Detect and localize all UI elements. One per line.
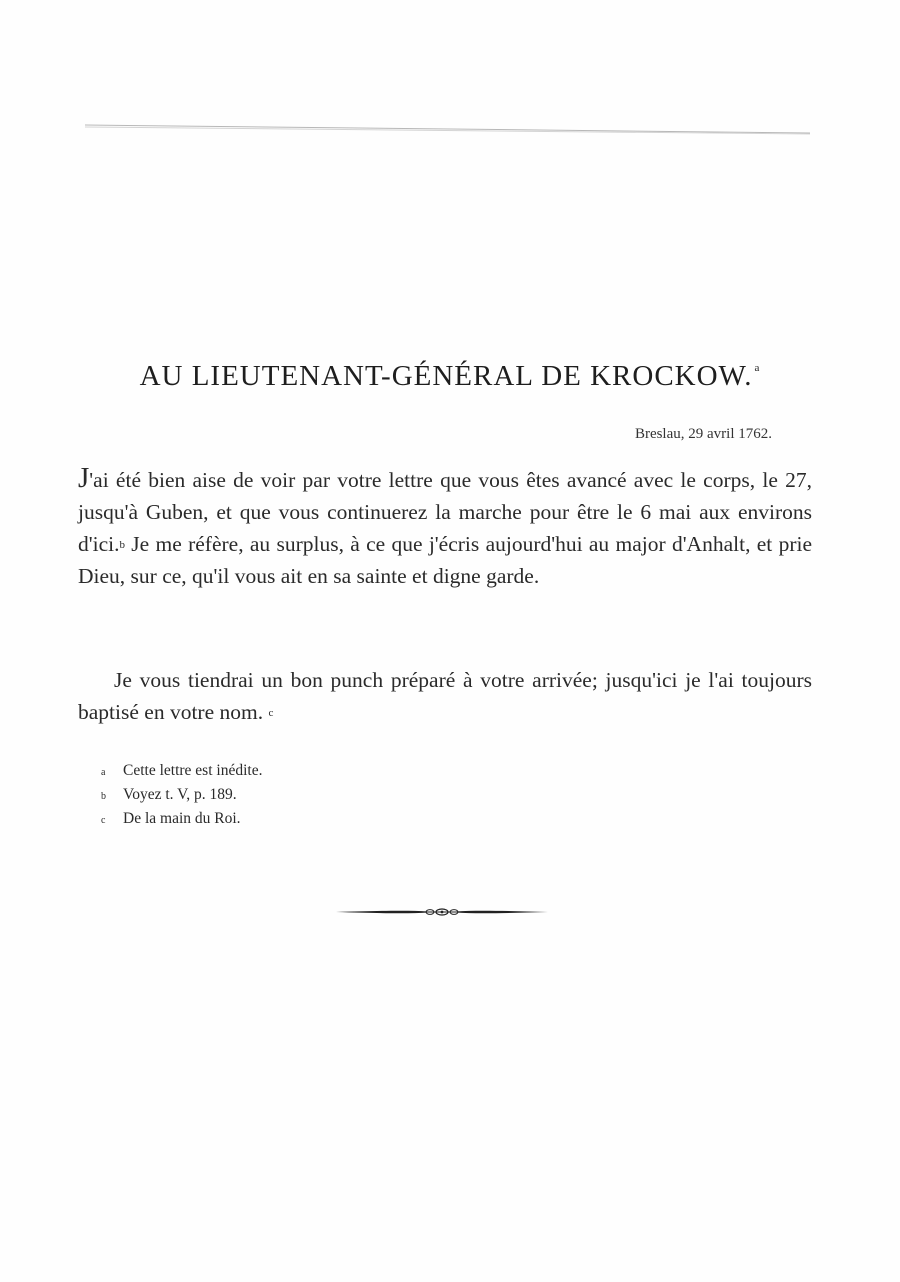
postscript-text: Je vous tiendrai un bon punch préparé à votre arrivée; jusqu'ici je l'ai toujours baptisé en votre nom.	[78, 668, 812, 724]
title-note-mark: a	[754, 362, 761, 374]
footnote-text: De la main du Roi.	[123, 810, 241, 827]
footnote	[101, 784, 262, 808]
footnote-mark: a	[101, 767, 106, 778]
footnote-text: Cette lettre est inédite.	[123, 762, 263, 779]
header-rule	[85, 122, 810, 136]
note-mark-b: b	[119, 539, 125, 551]
title-text: AU LIEUTENANT-GÉNÉRAL DE KROCKOW.	[139, 360, 753, 392]
letter-body-part1: 'ai été bien aise de voir par votre lettre que vous êtes avancé avec le corps, le 27, jusqu'à Guben, et que vous continuerez la marche pour être le 6 mai aux environs d'ici.	[78, 468, 812, 556]
footnote-text: Voyez t. V, p. 189.	[123, 786, 237, 803]
footnotes	[101, 760, 262, 832]
letter-title	[0, 360, 900, 393]
footnote	[101, 808, 262, 832]
drop-cap: J	[78, 462, 90, 494]
end-ornament	[336, 902, 548, 922]
postscript	[78, 664, 812, 728]
footnote-mark: b	[101, 791, 106, 802]
dateline: Breslau, 29 avril 1762.	[634, 426, 772, 442]
footnote-mark: c	[101, 815, 106, 826]
letter-body-part2: Je me réfère, au surplus, à ce que j'écris aujourd'hui au major d'Anhalt, et prie Dieu, sur ce, qu'il vous ait en sa sainte et digne garde.	[78, 532, 812, 588]
letter-body	[78, 462, 812, 592]
postscript-note-mark: c	[268, 707, 274, 719]
footnote	[101, 760, 262, 784]
